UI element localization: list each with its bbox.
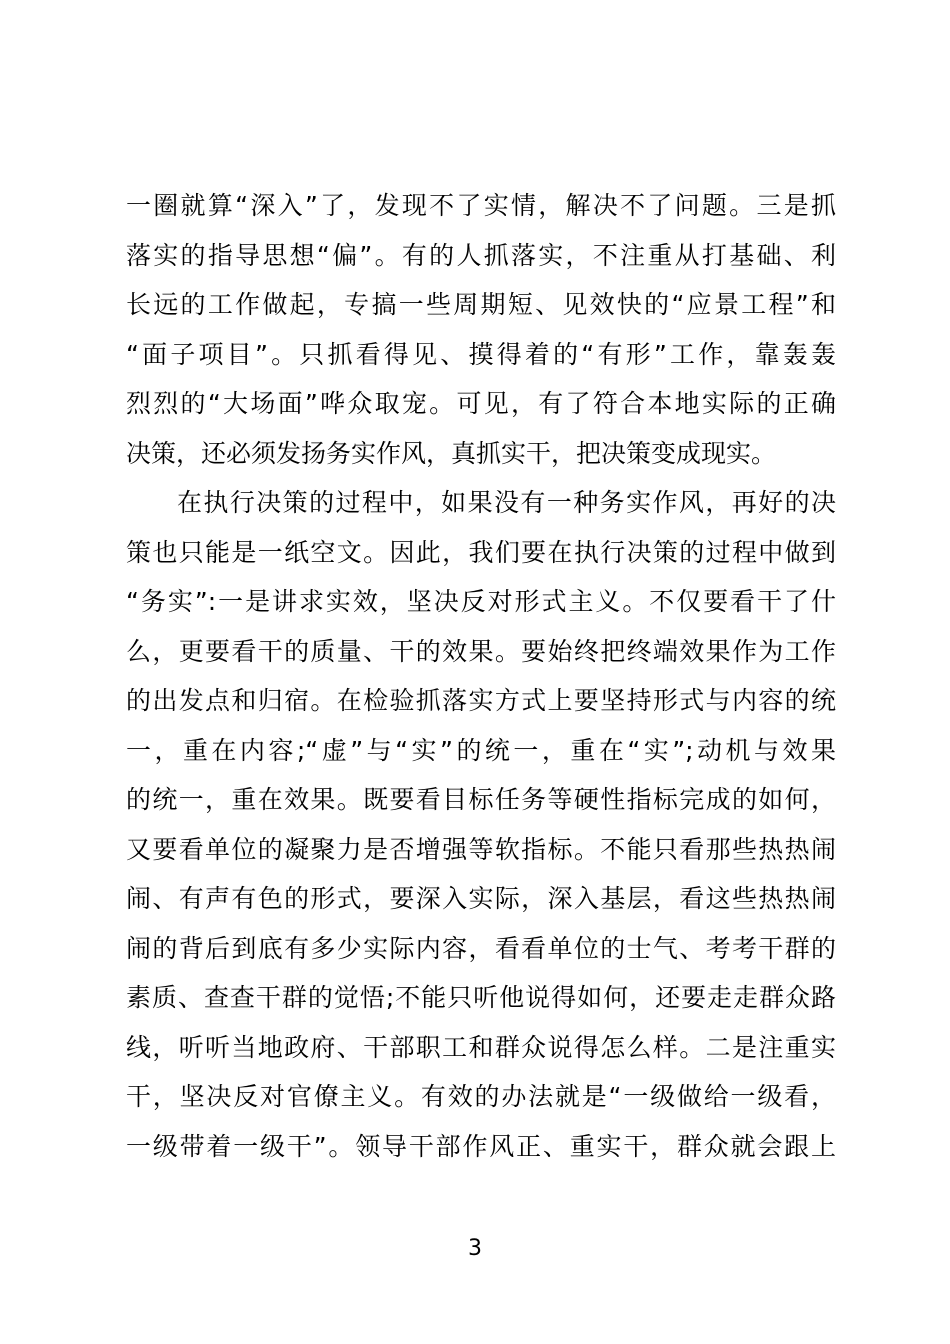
text-line: 一级带着一级干”。领导干部作风正、重实干，群众就会跟上 xyxy=(126,1131,836,1161)
text-line: 策也只能是一纸空文。因此，我们要在执行决策的过程中做到 xyxy=(126,537,836,567)
text-line: 闹的背后到底有多少实际内容，看看单位的士气、考考干群的 xyxy=(126,933,836,963)
text-line: “务实”:一是讲求实效，坚决反对形式主义。不仅要看干了什 xyxy=(126,587,836,616)
text-line: 闹、有声有色的形式，要深入实际，深入基层，看这些热热闹 xyxy=(126,884,836,913)
text-line: 的出发点和归宿。在检验抓落实方式上要坚持形式与内容的统 xyxy=(126,686,836,715)
text-line: 在执行决策的过程中，如果没有一种务实作风，再好的决 xyxy=(177,488,836,517)
text-line: 素质、查查干群的觉悟;不能只听他说得如何，还要走走群众路 xyxy=(126,983,836,1012)
text-line: 决策，还必须发扬务实作风，真抓实干，把决策变成现实。 xyxy=(126,438,777,468)
text-line: 的统一，重在效果。既要看目标任务等硬性指标完成的如何， xyxy=(126,785,836,814)
text-line: 长远的工作做起，专搞一些周期短、见效快的“应景工程”和 xyxy=(126,290,836,319)
text-line: 落实的指导思想“偏”。有的人抓落实，不注重从打基础、利 xyxy=(126,240,836,270)
text-line: 又要看单位的凝聚力是否增强等软指标。不能只看那些热热闹 xyxy=(126,834,836,864)
text-line: 么，更要看干的质量、干的效果。要始终把终端效果作为工作 xyxy=(126,636,836,666)
body-text xyxy=(126,181,836,1171)
text-line: 烈烈的“大场面”哗众取宠。可见，有了符合本地实际的正确 xyxy=(126,389,836,418)
text-line: 一，重在内容;“虚”与“实”的统一，重在“实”;动机与效果 xyxy=(126,735,836,765)
text-line: “面子项目”。只抓看得见、摸得着的“有形”工作，靠轰轰 xyxy=(126,339,836,369)
text-line: 一圈就算“深入”了，发现不了实情，解决不了问题。三是抓 xyxy=(126,191,836,220)
text-line: 线，听听当地政府、干部职工和群众说得怎么样。二是注重实 xyxy=(126,1032,836,1062)
page-number: 3 xyxy=(468,1236,482,1261)
text-line: 干，坚决反对官僚主义。有效的办法就是“一级做给一级看， xyxy=(126,1082,836,1111)
